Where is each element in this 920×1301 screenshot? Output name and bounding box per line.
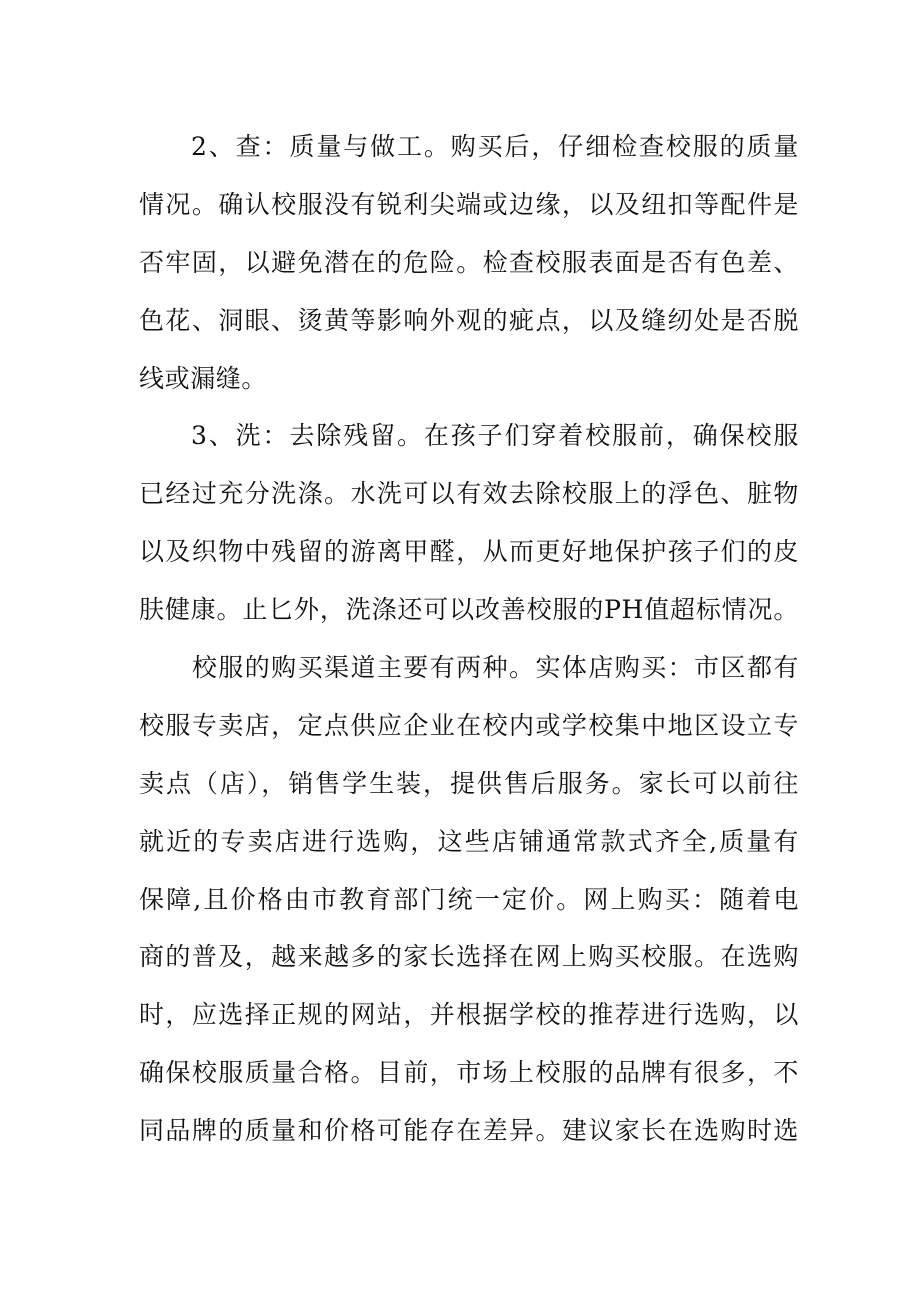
text-line: 保障,且价格由市教育部门统一定价。网上购买：随着电 [139, 884, 799, 914]
text-line: 线或漏缝。 [139, 363, 268, 393]
text-line: 确保校服质量合格。目前，市场上校服的品牌有很多，不 [139, 1058, 799, 1088]
text-line: 以及织物中残留的游离甲醛，从而更好地保护孩子们的皮 [139, 537, 799, 567]
text-line [139, 407, 799, 465]
paragraph-wash [139, 407, 799, 639]
text-line: 商的普及，越来越多的家长选择在网上购买校服。在选购 [139, 942, 799, 972]
text-line: 同品牌的质量和价格可能存在差异。建议家长在选购时选 [139, 1116, 799, 1146]
line-text: 2、查：质量与做工。购买后，仔细检查校服的质量 [191, 132, 799, 161]
text-line: 肤健康。止匕外，洗涤还可以改善校服的PH值超标情况。 [139, 595, 799, 625]
text-line: 卖点（店），销售学生装，提供售后服务。家长可以前往 [139, 768, 799, 798]
line-text: 3、洗：去除残留。在孩子们穿着校服前，确保校服 [191, 421, 799, 451]
paragraph-channels [139, 639, 799, 1160]
text-line: 色花、洞眼、烫黄等影响外观的疵点，以及缝纫处是否脱 [139, 305, 799, 335]
line-text: 校服的购买渠道主要有两种。实体店购买：市区都有 [191, 653, 799, 683]
text-line: 校服专卖店，定点供应企业在校内或学校集中地区设立专 [139, 710, 799, 740]
text-line: 已经过充分洗涤。水洗可以有效去除校服上的浮色、脏物 [139, 479, 799, 509]
document-body [139, 118, 799, 1160]
text-line [139, 639, 799, 697]
paragraph-inspect [139, 118, 799, 407]
text-line: 就近的专卖店进行选购，这些店铺通常款式齐全,质量有 [139, 826, 799, 856]
text-line: 情况。确认校服没有锐利尖端或边缘，以及纽扣等配件是 [139, 189, 799, 219]
text-line [139, 118, 799, 176]
text-line: 时，应选择正规的网站，并根据学校的推荐进行选购，以 [139, 1000, 799, 1030]
text-line: 否牢固，以避免潜在的危险。检查校服表面是否有色差、 [139, 247, 799, 277]
